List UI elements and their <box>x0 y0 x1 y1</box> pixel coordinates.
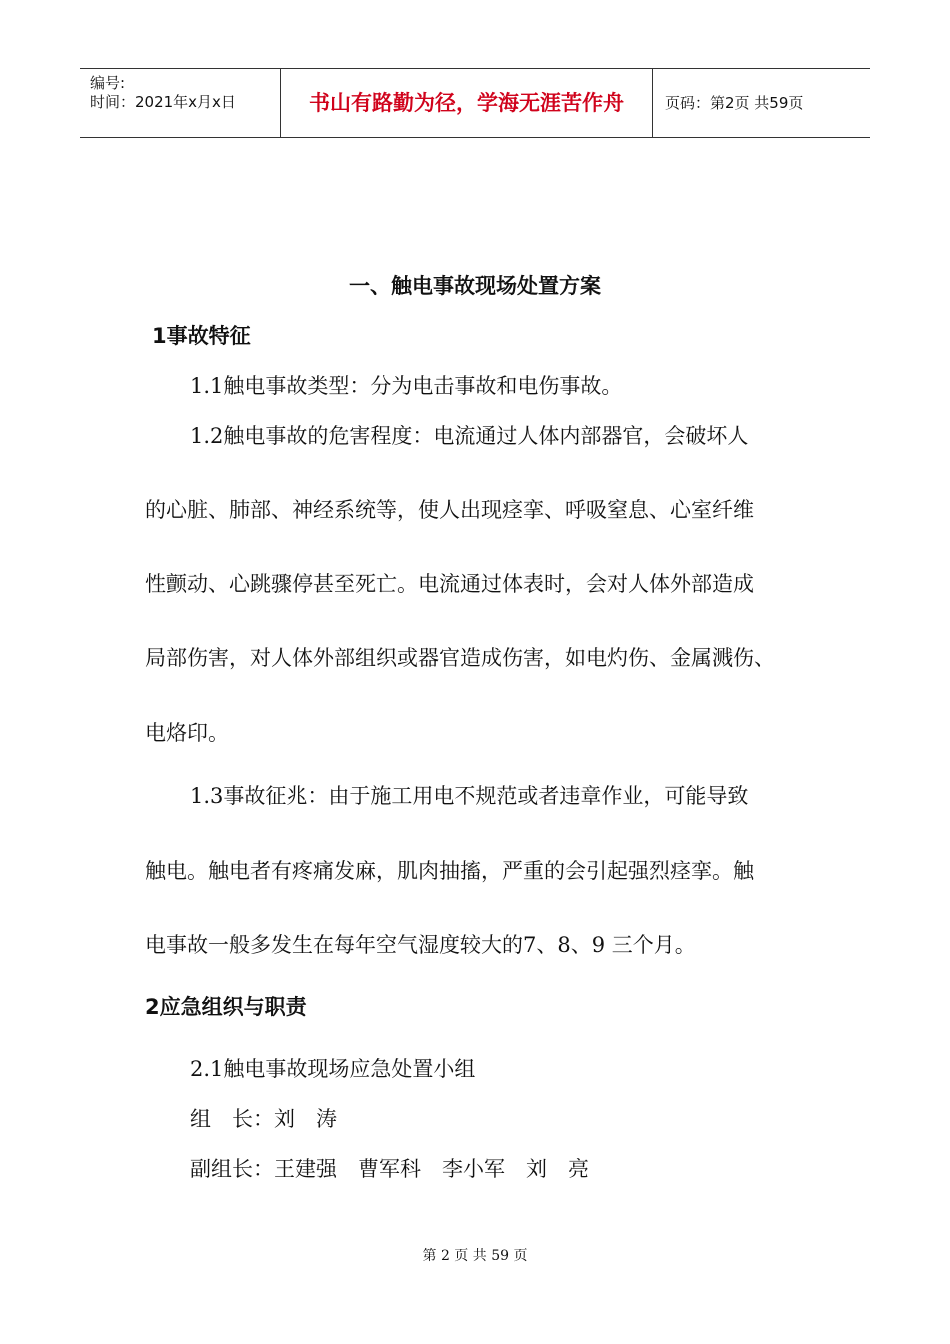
section2-heading: 2应急组织与职责 <box>145 995 307 1019</box>
page-footer: 第 2 页 共 59 页 <box>422 1248 528 1264</box>
section1-heading: 1事故特征 <box>152 324 251 348</box>
header-table <box>80 68 870 138</box>
para-2-line-5: 电烙印。 <box>145 721 229 745</box>
para-3-line-2: 触电。触电者有疼痛发麻，肌肉抽搐，严重的会引起强烈痉挛。触 <box>145 859 754 883</box>
deputy-line: 副组长：王建强 曹军科 李小军 刘 亮 <box>190 1157 589 1181</box>
doc-title: 一、触电事故现场处置方案 <box>349 274 601 298</box>
para-4: 2.1触电事故现场应急处置小组 <box>190 1057 476 1081</box>
header-meta-cell <box>80 69 281 137</box>
header-page-info: 页码：第2页 共59页 <box>665 94 804 112</box>
para-2-line-2: 的心脏、肺部、神经系统等，使人出现痉挛、呼吸窒息、心室纤维 <box>145 498 754 522</box>
number-label: 编号: <box>90 74 126 92</box>
para-2-line-1: 1.2触电事故的危害程度：电流通过人体内部器官，会破坏人 <box>190 424 749 448</box>
date-label: 时间：2021年x月x日 <box>90 93 236 111</box>
para-2-line-3: 性颤动、心跳骤停甚至死亡。电流通过体表时，会对人体外部造成 <box>145 572 754 596</box>
para-3-line-3: 电事故一般多发生在每年空气湿度较大的7、8、9 三个月。 <box>145 933 696 957</box>
para-2-line-4: 局部伤害，对人体外部组织或器官造成伤害，如电灼伤、金属溅伤、 <box>145 646 775 670</box>
para-3-line-1: 1.3事故征兆：由于施工用电不规范或者违章作业，可能导致 <box>190 784 749 808</box>
para-1: 1.1触电事故类型：分为电击事故和电伤事故。 <box>190 374 623 398</box>
leader-line: 组 长：刘 涛 <box>190 1107 337 1131</box>
header-motto: 书山有路勤为径，学海无涯苦作舟 <box>281 69 653 137</box>
